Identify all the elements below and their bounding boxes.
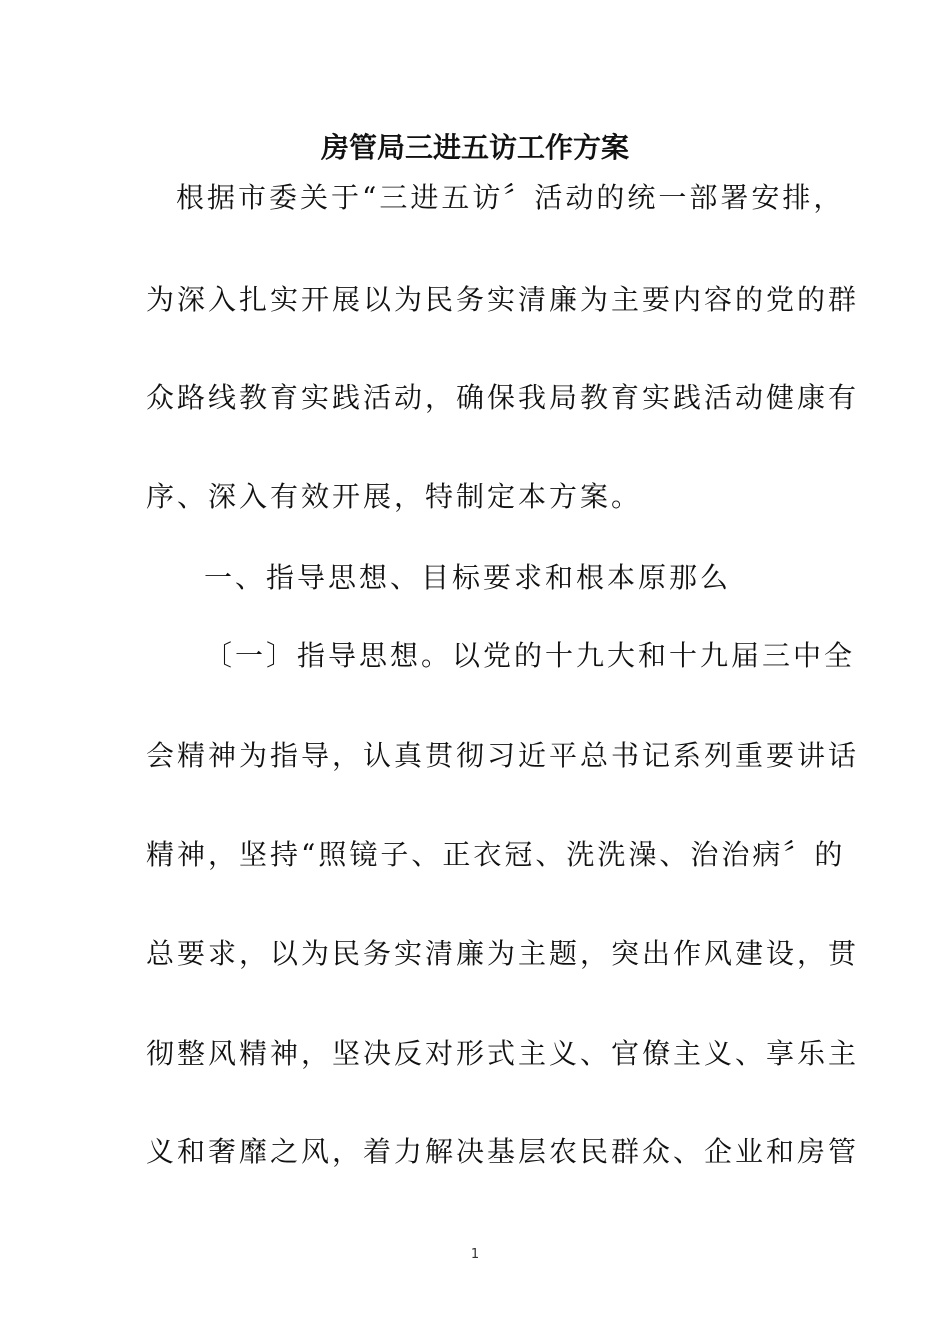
page-title: 房管局三进五访工作方案 <box>320 131 629 164</box>
body-line: 〔一〕指导思想。以党的十九大和十九届三中全 <box>204 639 856 672</box>
body-line: 彻整风精神，坚决反对形式主义、官僚主义、享乐主 <box>146 1037 860 1070</box>
body-line: 总要求，以为民务实清廉为主题，突出作风建设，贯 <box>146 937 860 970</box>
body-line: 会精神为指导，认真贯彻习近平总书记系列重要讲话 <box>146 739 860 772</box>
body-line: 根据市委关于“三进五访〞活动的统一部署安排， <box>176 181 845 214</box>
section-heading: 一、指导思想、目标要求和根本原那么 <box>204 561 732 594</box>
body-line: 序、深入有效开展，特制定本方案。 <box>146 480 643 513</box>
body-line: 义和奢靡之风，着力解决基层农民群众、企业和房管 <box>146 1135 860 1168</box>
body-line: 为深入扎实开展以为民务实清廉为主要内容的党的群 <box>146 283 860 316</box>
page-number: 1 <box>470 1247 480 1262</box>
body-line: 精神，坚持“照镜子、正衣冠、洗洗澡、治治病〞的 <box>146 838 846 871</box>
body-line: 众路线教育实践活动，确保我局教育实践活动健康有 <box>146 381 860 414</box>
